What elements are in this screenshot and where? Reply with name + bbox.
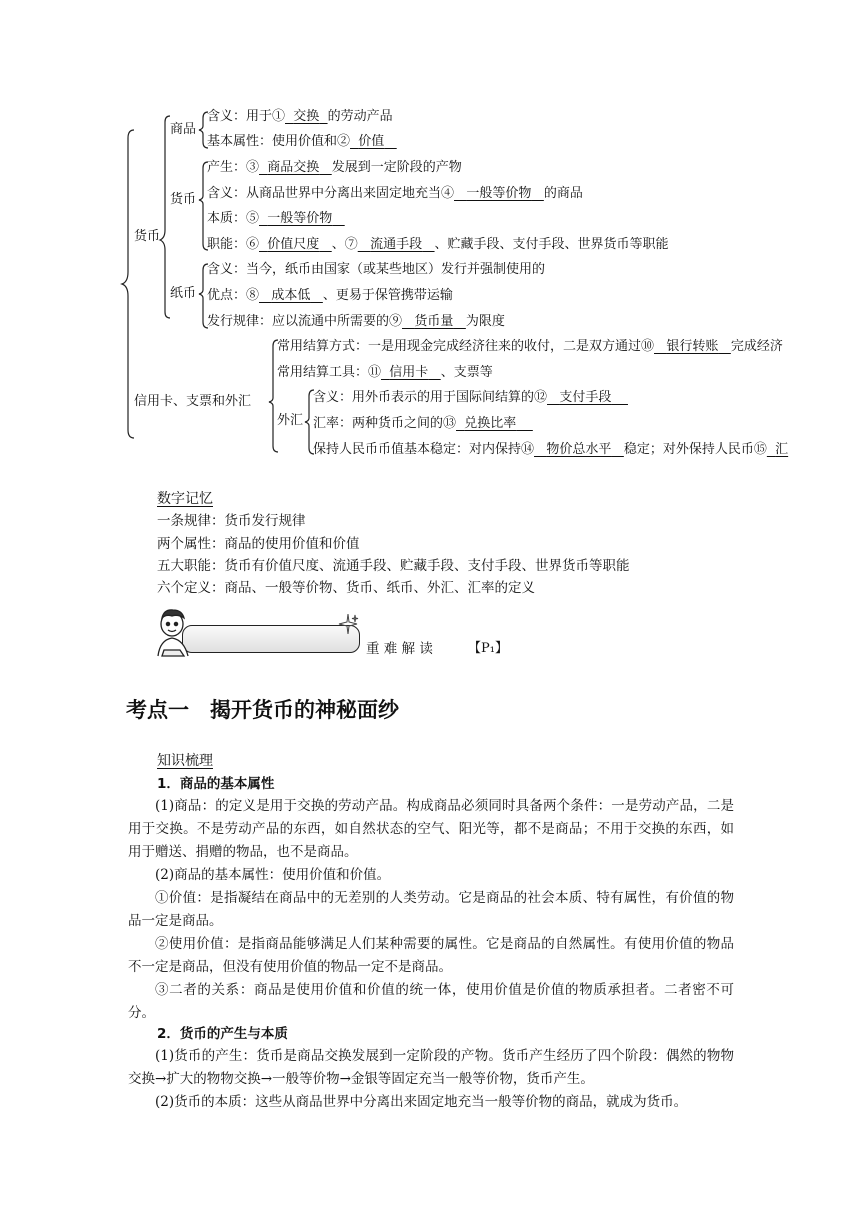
- tree-paper-line3: 发行规律：应以流通中所需要的⑨ 货币量 为限度: [207, 314, 505, 329]
- memory-line: 六个定义：商品、一般等价物、货币、纸币、外汇、汇率的定义: [157, 580, 535, 596]
- heading-money-origin: 2．货币的产生与本质: [157, 1026, 288, 1042]
- tree-paper-line2: 优点：⑧ 成本低 、更易于保管携带运输: [207, 288, 453, 303]
- tree-money-label: 货币: [170, 192, 197, 207]
- tree-goods-line2: 基本属性：使用价值和② 价值: [207, 134, 385, 149]
- tree-credit-line1: 常用结算方式：一是用现金完成经济往来的收付，二是双方通过⑩ 银行转账 完成经济: [277, 339, 783, 354]
- paragraph: ③二者的关系：商品是使用价值和价值的统一体，使用价值是价值的物质承担者。二者密不可分。: [128, 982, 734, 1021]
- tree-paper-label: 纸币: [170, 286, 197, 301]
- tree-fx-line3: 保持人民币币值基本稳定：对内保持⑭ 物价总水平 稳定；对外保持人民币⑮ 汇: [313, 442, 789, 457]
- paragraph: (2)商品的基本属性：使用价值和价值。: [155, 867, 391, 883]
- banner-bar: [182, 625, 360, 653]
- tree-credit-line2: 常用结算工具：⑪ 信用卡 、支票等: [277, 365, 493, 380]
- tree-fx-line2: 汇率：两种货币之间的⑬ 兑换比率: [313, 416, 517, 431]
- tree-fx-label: 外汇: [277, 413, 304, 428]
- tree-goods-label: 商品: [170, 122, 197, 137]
- memory-line: 五大职能：货币有价值尺度、流通手段、贮藏手段、支付手段、世界货币等职能: [157, 558, 630, 574]
- memory-line: 两个属性：商品的使用价值和价值: [157, 536, 360, 552]
- sparkle-icon: [336, 612, 360, 636]
- section-subtitle: 知识梳理: [157, 753, 213, 769]
- paragraph: (2)货币的本质：这些从商品世界中分离出来固定地充当一般等价物的商品，就成为货币。: [155, 1094, 688, 1110]
- memory-title: 数字记忆: [157, 491, 213, 507]
- paragraph: ①价值：是指凝结在商品中的无差别的人类劳动。它是商品的社会本质、特有属性，有价值的物品一定是商品。: [128, 890, 734, 929]
- heading-goods-attributes: 1．商品的基本属性: [157, 776, 275, 792]
- tree-root-label: 货币: [134, 229, 161, 244]
- memory-line: 一条规律：货币发行规律: [157, 513, 306, 529]
- paragraph: (1)商品：的定义是用于交换的劳动产品。构成商品必须同时具备两个条件：一是劳动产品，二是用于交换。不是劳动产品的东西，如自然状态的空气、阳光等，都不是商品；不用于交换的东西，如用于赠送、捐赠的物品，也不是商品。: [128, 798, 734, 860]
- tree-money-line3: 本质：⑤ 一般等价物: [207, 211, 333, 226]
- tree-paper-line1: 含义：当今，纸币由国家（或某些地区）发行并强制使用的: [207, 262, 546, 277]
- banner-page-ref: 【P₁】: [468, 641, 508, 656]
- cartoon-reader-icon: [154, 606, 194, 658]
- section-title: 考点一 揭开货币的神秘面纱: [126, 698, 399, 722]
- banner-label: 重 难 解 读: [366, 641, 433, 657]
- tree-goods-line1: 含义：用于① 交换 的劳动产品: [207, 109, 393, 124]
- tree-fx-line1: 含义：用外币表示的用于国际间结算的⑫ 支付手段: [313, 390, 612, 405]
- paragraph: (1)货币的产生：货币是商品交换发展到一定阶段的产物。货币产生经历了四个阶段：偶然的物物交换→扩大的物物交换→一般等价物→金银等固定充当一般等价物，货币产生。: [128, 1048, 734, 1087]
- paragraph: ②使用价值：是指商品能够满足人们某种需要的属性。它是商品的自然属性。有使用价值的物品不一定是商品，但没有使用价值的物品一定不是商品。: [128, 936, 734, 975]
- tree-credit-label: 信用卡、支票和外汇: [134, 394, 252, 409]
- tree-money-line1: 产生：③ 商品交换 发展到一定阶段的产物: [207, 160, 462, 175]
- tree-money-line4: 职能：⑥ 价值尺度 、⑦ 流通手段 、贮藏手段、支付手段、世界货币等职能: [207, 237, 669, 252]
- tree-money-line2: 含义：从商品世界中分离出来固定地充当④ 一般等价物 的商品: [207, 186, 583, 201]
